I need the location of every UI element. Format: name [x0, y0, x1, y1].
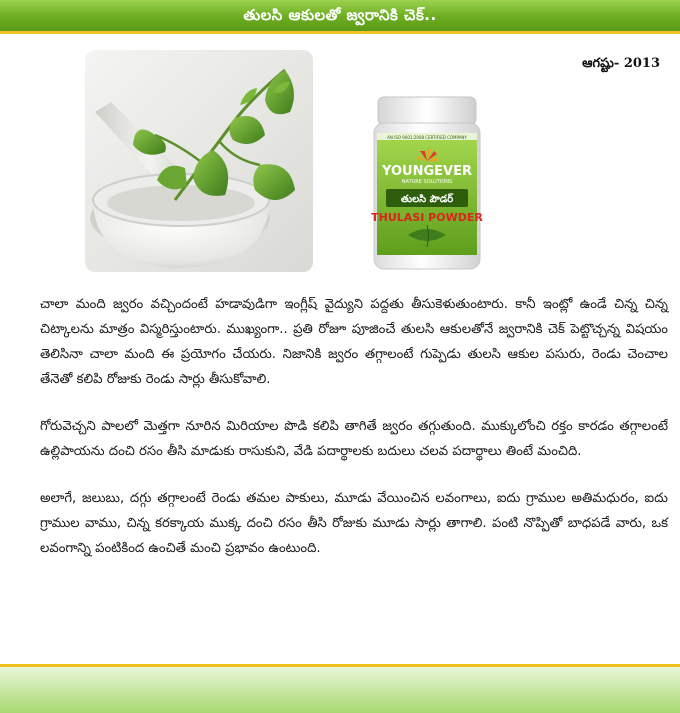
- page-title: తులసి ఆకులతో జ్వరానికి చెక్..: [243, 6, 437, 24]
- footer-bar: [0, 667, 680, 713]
- article-body: [40, 292, 668, 583]
- paragraph-3: అలాగే, జలుబు, దగ్గు తగ్గాలంటే రెండు తమల పాకులు, మూడు వేయించిన లవంగాలు, ఐదు గ్రాముల అతిమధురం, ఐదు గ్రాముల వాము, చిన్న కరక్కాయ ముక్క దంచి రసం తీసి రోజుకు మూడు సార్లు తాగాలి. పంటి నొప్పితో బాధపడే వారు, ఒక లవంగాన్ని పంటికింద ఉంచితే మంచి ప్రభావం ఉంటుంది.: [40, 491, 668, 556]
- jar-telugu-name: తులసి పౌడర్: [400, 194, 454, 205]
- basil-mortar-photo: [85, 50, 313, 272]
- publication-date: ఆగష్టు- 2013: [582, 56, 660, 71]
- powder-jar-illustration: [368, 95, 486, 273]
- thulasi-powder-jar-photo: [368, 95, 486, 273]
- paragraph-1: చాలా మంది జ్వరం వచ్చిందంటే హడావుడిగా ఇంగ్లీష్ వైద్యుని పద్దతు తీసుకెళుతుంటారు. కానీ ఇంట్లో ఉండే చిన్న చిన్న చిట్కాలను మాత్రం విస్మరిస్తుంటారు. ముఖ్యంగా.. ప్రతి రోజూ పూజించే తులసి ఆకులతోనే జ్వరానికి చెక్ పెట్టొచ్చన్న విషయం తెలిసినా చాలా మంది ఈ ప్రయోగం చేయరు. నిజానికి జ్వరం తగ్గాలంటే గుప్పెడు తులసి ఆకుల పసురు, రెండు చెంచాల తేనెతో కలిపి రోజుకు రెండు సార్లు తీసుకోవాలి.: [40, 297, 668, 387]
- basil-mortar-illustration: [85, 50, 313, 272]
- paragraph-2: గోరువెచ్చని పాలలో మెత్తగా నూరిన మిరియాల పొడి కలిపి తాగితే జ్వరం తగ్గుతుంది. ముక్కులోంచి రక్తం కారడం తగ్గాలంటే ఉల్లిపాయను దంచి రసం తీసి మాడుకు రాసుకుని, వేడి పదార్థాలకు బదులు చలవ పదార్థాలు తింటే మంచిది.: [40, 419, 668, 459]
- jar-certification: AN ISO 9001:2008 CERTIFIED COMPANY: [387, 135, 467, 140]
- jar-brand: YOUNGEVER: [382, 164, 472, 179]
- jar-tagline: NATURE SOLUTIONS: [401, 179, 453, 185]
- jar-product-name: THULASI POWDER: [371, 211, 483, 224]
